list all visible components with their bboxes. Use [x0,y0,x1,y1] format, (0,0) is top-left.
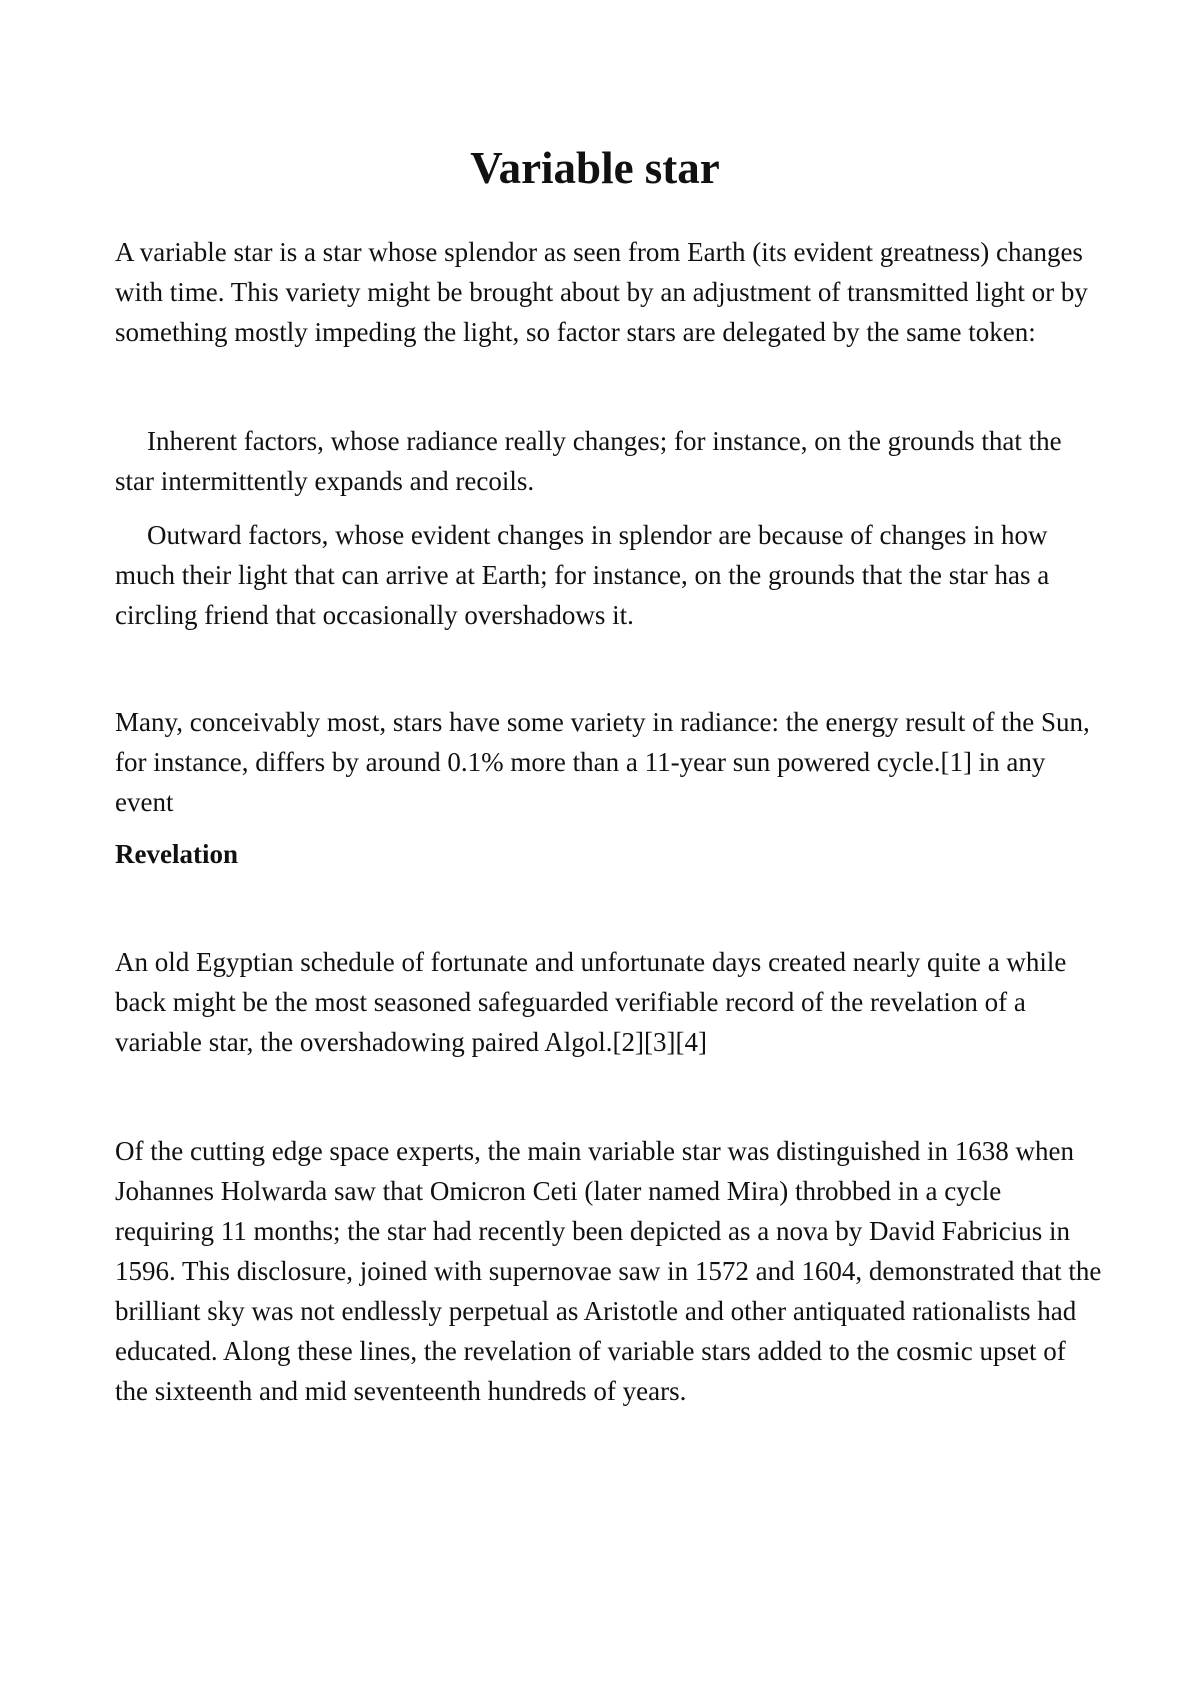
page-title: Variable star [470,143,720,193]
paragraph-modern-discovery: Of the cutting edge space experts, the main variable star was distinguished in 1638 when Johannes Holwarda saw that Omicron Ceti (later named Mira) throbbed in a cycle requiring 11 months; the star had recently been depicted as a nova by David Fabricius in 1596. This disclosure, joined with supernovae saw in 1572 and 1604, demonstrated that the brilliant sky was not endlessly perpetual as Aristotle and other antiquated rationalists had educated. Along these lines, the revelation of variable stars added to the cosmic upset of the sixteenth and mid seventeenth hundreds of years. [115,1136,1102,1406]
document-page [115,140,1105,1411]
paragraph-many-stars: Many, conceivably most, stars have some variety in radiance: the energy result of the Sun, for instance, differs by around 0.1% more than a 11-year sun powered cycle.[1] in any event [115,707,1090,817]
section-heading-revelation: Revelation [115,839,238,869]
paragraph-egyptian-record: An old Egyptian schedule of fortunate and unfortunate days created nearly quite a while back might be the most seasoned safeguarded verifiable record of the revelation of a variable star, the overshadowing paired Algol.[2][3][4] [115,947,1067,1057]
intro-paragraph: A variable star is a star whose splendor as seen from Earth (its evident greatness) changes with time. This variety might be brought about by an adjustment of transmitted light or by something mostly impeding the light, so factor stars are delegated by the same token: [115,237,1088,347]
list-item-inherent: Inherent factors, whose radiance really changes; for instance, on the grounds that the star intermittently expands and recoils. [115,426,1062,496]
list-item-outward: Outward factors, whose evident changes in splendor are because of changes in how much their light that can arrive at Earth; for instance, on the grounds that the star has a circling friend that occasionally overshadows it. [115,520,1050,630]
